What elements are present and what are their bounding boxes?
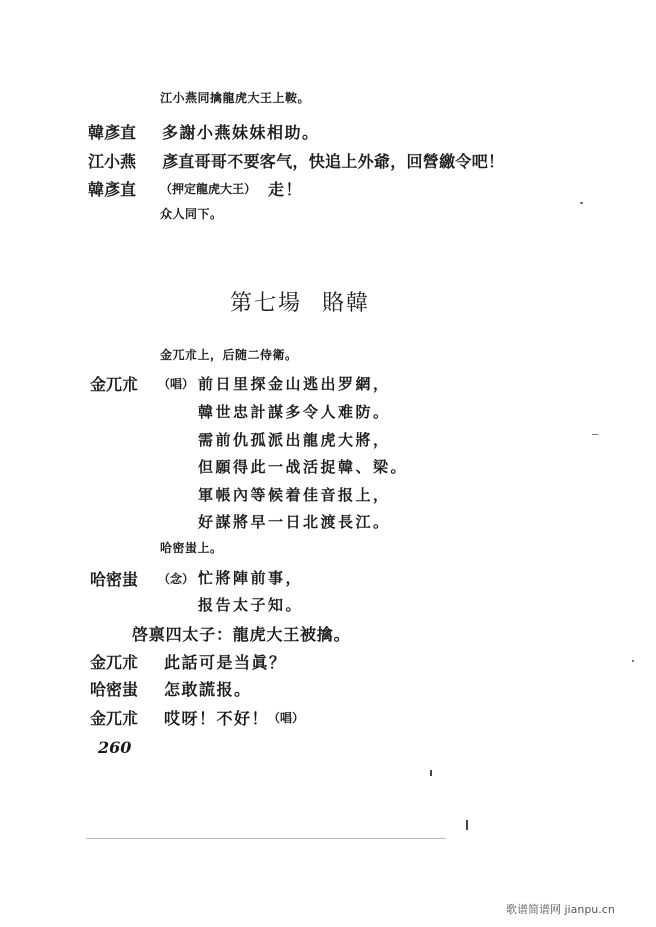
verse-line: 需前仇孤派出龍虎大將， (198, 431, 391, 449)
stage-direction: 众人同下。 (160, 207, 223, 221)
scan-speck (466, 820, 468, 830)
dialogue-line: 哎呀！不好！ (164, 709, 270, 728)
stage-note: （唱） (268, 711, 305, 725)
speaker-name: 金兀朮 (90, 709, 139, 728)
dialogue-line: 啓禀四太子：龍虎大王被擒。 (132, 625, 351, 644)
verse-line: 报告太子知。 (198, 596, 304, 614)
stage-direction: 江小燕同擒龍虎大王上鞍。 (160, 91, 311, 105)
speaker-name: 金兀朮 (90, 375, 139, 394)
stage-note: （唱） (158, 377, 195, 391)
verse-line: 但願得此一战活捉韓、梁。 (198, 458, 409, 476)
scan-speck (580, 202, 583, 204)
stage-direction: 金兀朮上，后随二侍衛。 (160, 348, 298, 362)
scan-speck (592, 434, 598, 435)
scan-artifact-line (86, 838, 446, 839)
verse-line: 前日里探金山逃出罗網， (198, 375, 391, 393)
scene-title: 賂韓 (322, 291, 371, 316)
watermark: 歌谱简谱网 jianpu.cn (506, 903, 615, 916)
verse-line: 軍帳內等候着佳音报上， (198, 486, 391, 504)
dialogue-line: 彥直哥哥不要客气，快追上外爺，回營繳令吧！ (162, 152, 505, 171)
dialogue-line: 此話可是当眞？ (164, 653, 287, 672)
scene-number: 第七場 (230, 291, 303, 316)
speaker-name: 金兀朮 (90, 653, 139, 672)
verse-line: 韓世忠計謀多令人难防。 (198, 403, 391, 421)
speaker-name: 哈密蚩 (90, 680, 139, 699)
speaker-name: 江小燕 (88, 152, 137, 171)
speaker-name: 哈密蚩 (90, 570, 139, 589)
stage-note: （念） (158, 572, 195, 586)
dialogue-line: 多謝小燕妹妹相助。 (162, 123, 320, 142)
speaker-name: 韓彥直 (88, 123, 137, 142)
scan-speck (632, 660, 634, 662)
verse-line: 忙將陣前事， (198, 569, 304, 587)
speaker-name: 韓彥直 (88, 180, 137, 199)
dialogue-line: 走！ (268, 180, 304, 199)
stage-direction: 哈密蚩上。 (160, 541, 223, 555)
page-number: 260 (98, 738, 132, 757)
stage-note: （押定龍虎大王） (160, 182, 257, 196)
dialogue-line: 怎敢謊报。 (164, 680, 252, 699)
verse-line: 好謀將早一日北渡長江。 (198, 513, 391, 531)
scan-speck (430, 770, 432, 776)
